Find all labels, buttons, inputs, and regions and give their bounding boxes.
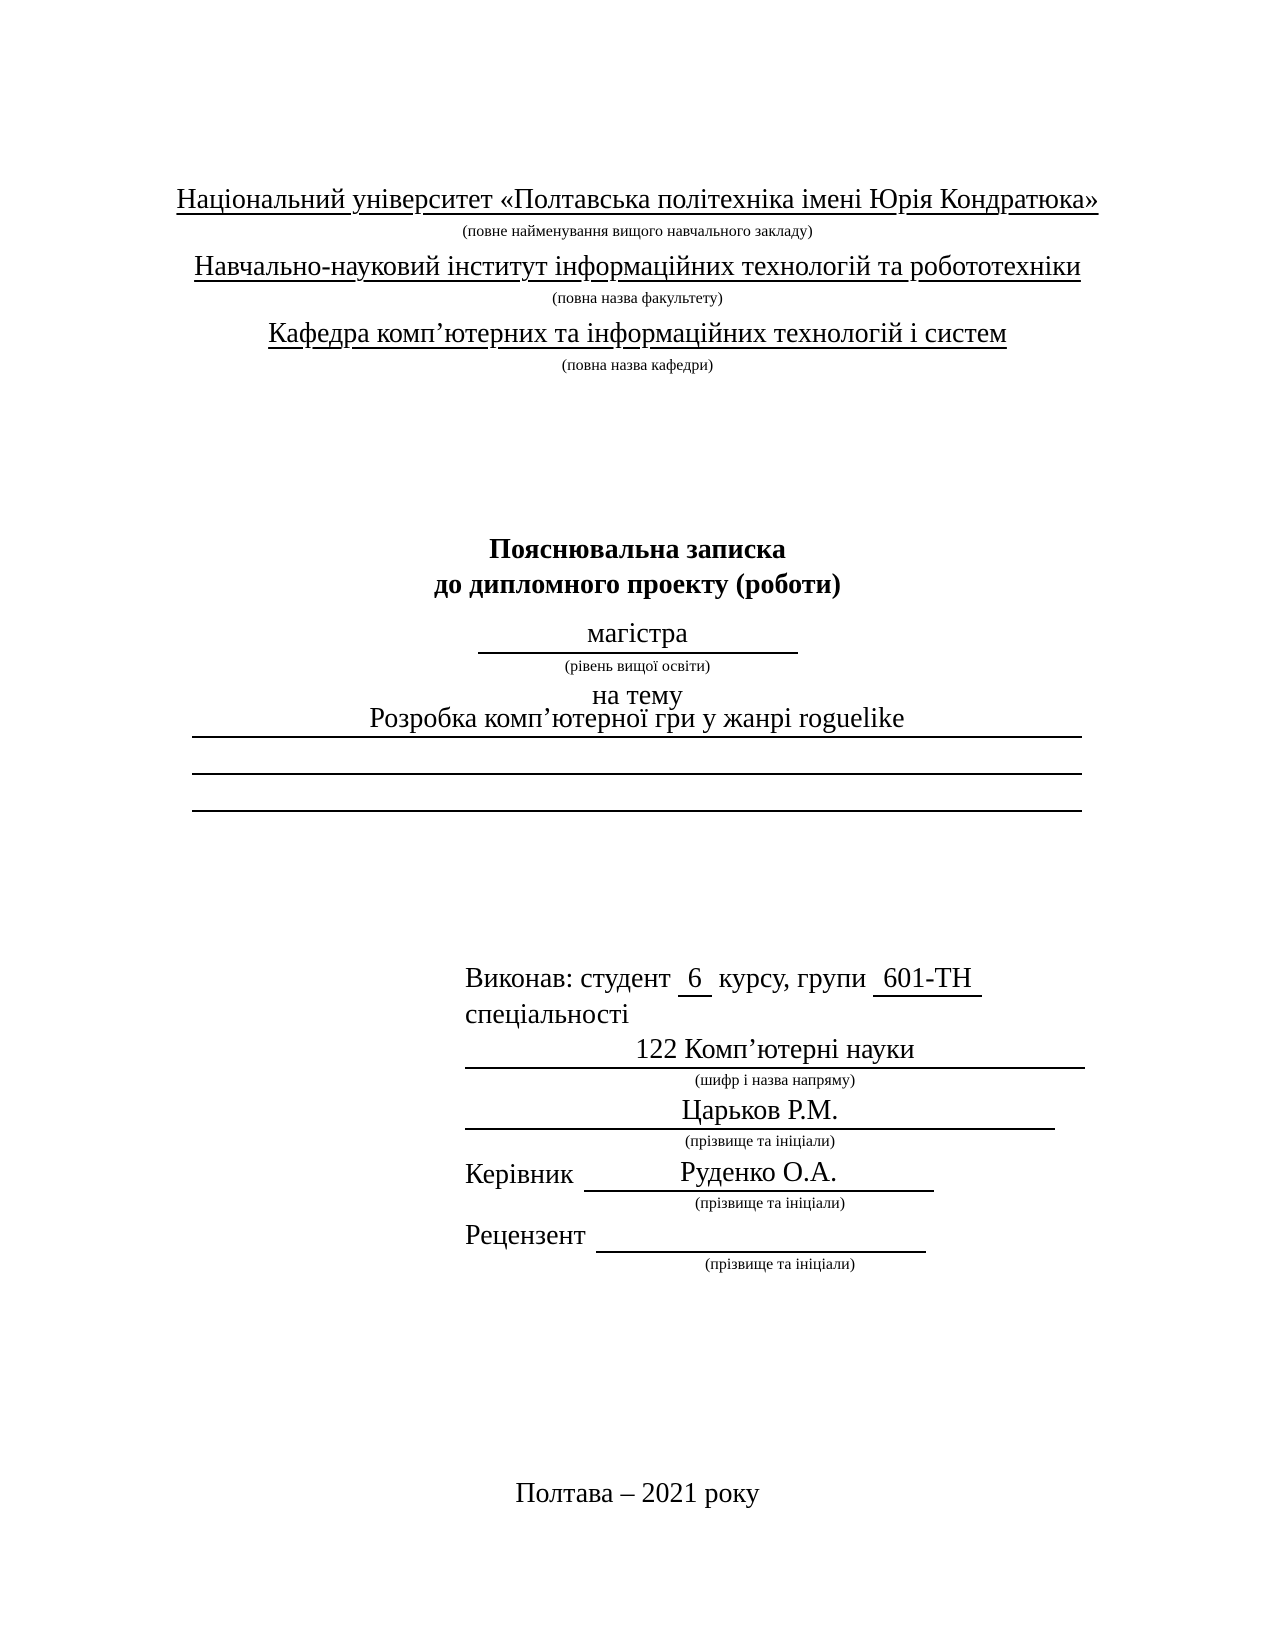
theme-label: на тему <box>592 680 683 711</box>
footer-city-year: Полтава – 2021 року <box>515 1478 760 1509</box>
institute-caption: (повна назва факультету) <box>552 290 723 308</box>
degree-caption: (рівень вищої освіти) <box>564 658 711 675</box>
title-line-1: Пояснювальна записка <box>489 534 786 565</box>
reviewer-name-field <box>596 1217 926 1253</box>
degree-level: магістра <box>478 618 798 654</box>
course-number: 6 <box>678 963 712 997</box>
department-caption: (повна назва кафедри) <box>561 357 714 375</box>
supervisor-label: Керівник <box>465 1158 574 1190</box>
reviewer-label: Рецензент <box>465 1220 586 1252</box>
specialty-caption: (шифр і назва напряму) <box>694 1072 856 1090</box>
specialty-field: 122 Комп’ютерні науки <box>465 1033 1085 1069</box>
topic-blank-line-2 <box>192 776 1082 812</box>
title-line-2: до дипломного проекту (роботи) <box>433 569 841 600</box>
course-suffix: курсу, групи <box>718 963 867 994</box>
topic-blank-line-1 <box>192 739 1082 775</box>
department-name: Кафедра комп’ютерних та інформаційних технологій і систем <box>268 317 1007 349</box>
student-name-field: Царьков Р.М. <box>465 1094 1055 1130</box>
reviewer-row <box>465 1217 1090 1253</box>
group-number: 601-ТН <box>873 963 982 997</box>
supervisor-row <box>465 1156 1090 1192</box>
header <box>0 184 1275 385</box>
student-name-caption: (прізвище та ініціали) <box>684 1133 836 1151</box>
degree-block <box>0 618 1275 712</box>
performed-prefix: Виконав: студент <box>465 963 671 994</box>
title-block <box>0 532 1275 602</box>
university-caption: (повне найменування вищого навчального закладу) <box>462 223 813 241</box>
institute-name: Навчально-науковий інститут інформаційних технологій та робототехніки <box>194 250 1081 282</box>
specialty-label: спеціальності <box>465 998 630 1030</box>
university-name: Національний університет «Полтавська політехніка імені Юрія Кондратюка» <box>176 184 1099 215</box>
topic-title: Розробка комп’ютерної гри у жанрі roguelike <box>192 702 1082 738</box>
topic-lines <box>192 702 1082 813</box>
author-block <box>465 962 1090 1278</box>
performed-row <box>465 962 1090 996</box>
reviewer-caption: (прізвище та ініціали) <box>704 1255 856 1273</box>
supervisor-caption: (прізвище та ініціали) <box>694 1194 846 1212</box>
supervisor-name-field: Руденко О.А. <box>584 1156 934 1192</box>
